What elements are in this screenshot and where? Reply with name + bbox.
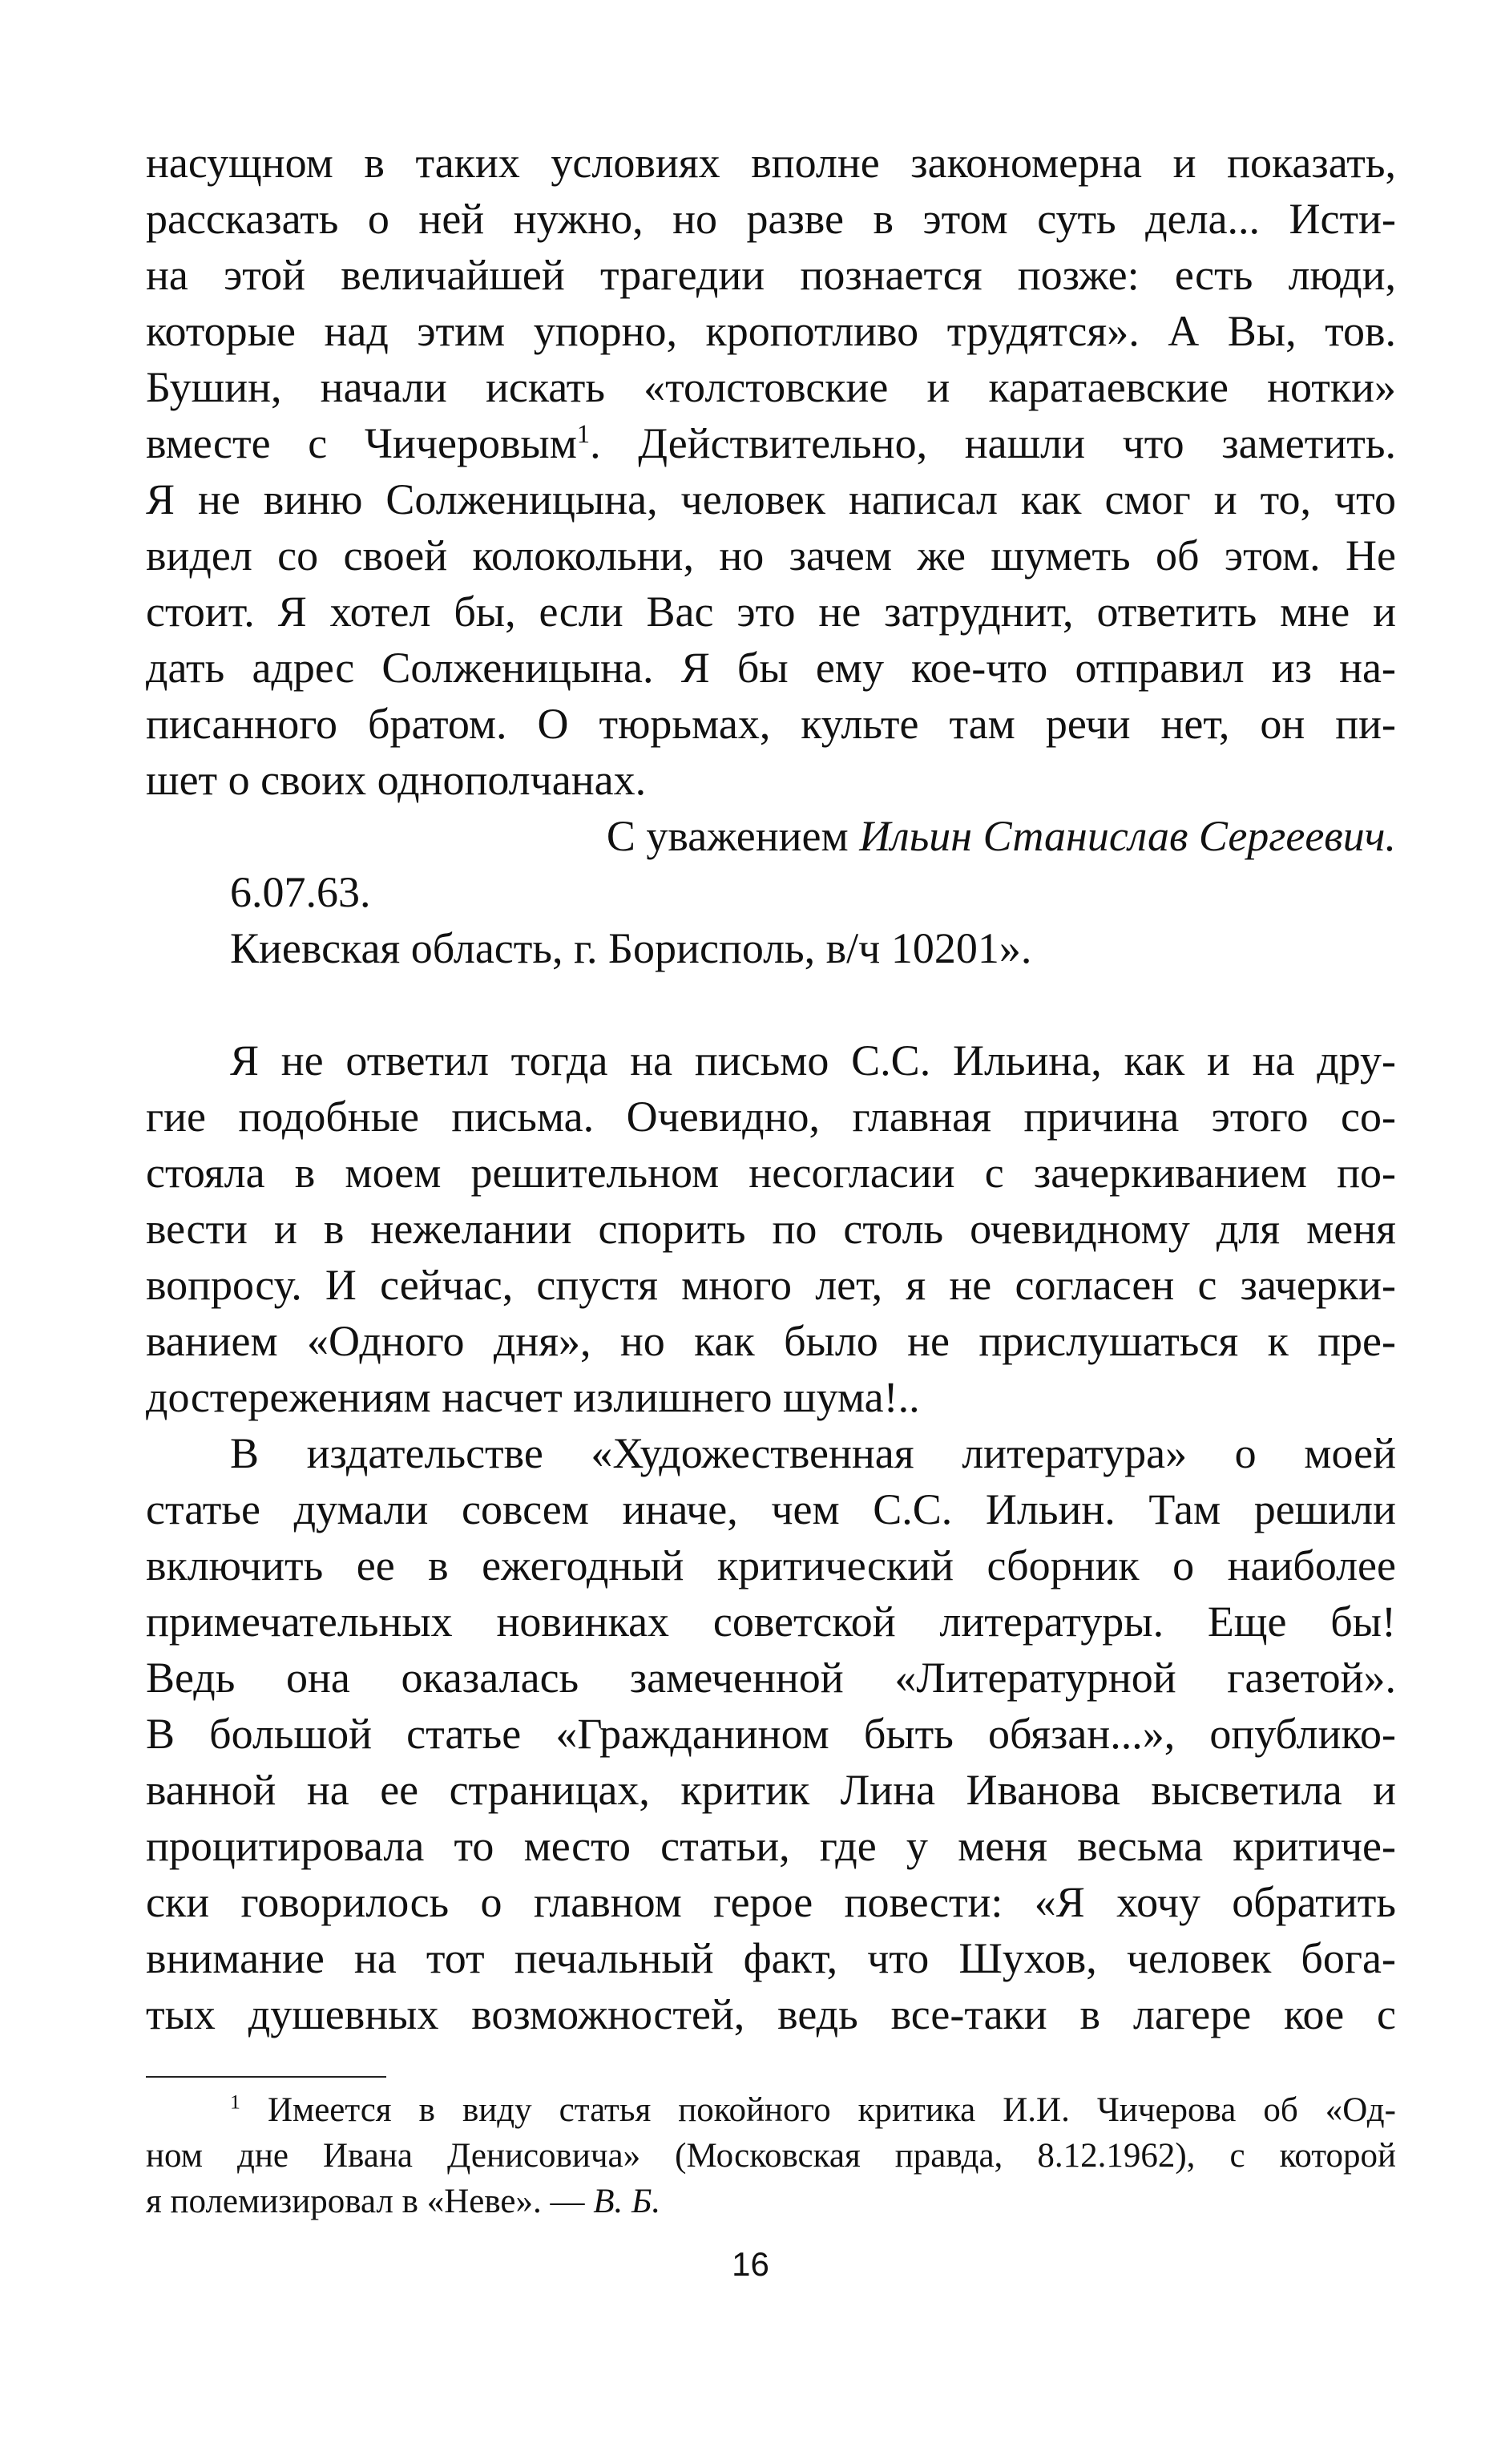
footnote-line (146, 2179, 1396, 2224)
text-line: гие подобные письма. Очевидно, главная причина этого со- (146, 1093, 1396, 1141)
text-line: вопросу. И сейчас, спустя много лет, я не согласен с зачерки- (146, 1261, 1396, 1309)
text-line: ванием «Одного дня», но как было не прислушаться к пре- (146, 1317, 1396, 1365)
signature-prefix: С уважением (606, 812, 860, 860)
signature-name: Ильин Станислав Сергеевич. (859, 812, 1396, 860)
text-line: ванной на ее страницах, критик Лина Иванова высветила и (146, 1766, 1396, 1814)
text-line: рассказать о ней нужно, но разве в этом суть дела... Исти- (146, 195, 1396, 243)
text-line-with-footnote (146, 415, 1396, 471)
footnote (146, 2087, 1396, 2224)
text-line: процитировала то место статьи, где у меня весьма критиче- (146, 1822, 1396, 1870)
text-line: которые над этим упорно, кропотливо трудятся». А Вы, тов. (146, 307, 1396, 355)
text-line: писанного братом. О тюрьмах, культе там речи нет, он пи- (146, 700, 1396, 748)
footnote-text: Имеется в виду статья покойного критика И.И. Чичерова об «Од- (240, 2091, 1396, 2129)
text-line: достережениям насчет излишнего шума!.. (146, 1373, 920, 1421)
footnote-text: я полемизировал в «Неве». — (146, 2183, 594, 2220)
body-paragraph (146, 1032, 1396, 1425)
text-line: видел со своей колокольни, но зачем же шуметь об этом. Не (146, 531, 1396, 580)
footnote-author: В. Б. (593, 2183, 661, 2220)
text-line: ски говорилось о главном герое повести: «Я хочу обратить (146, 1878, 1396, 1926)
body-paragraph (146, 1425, 1396, 2042)
text-line: В большой статье «Гражданином быть обязан...», опублико- (146, 1710, 1396, 1758)
text-line: тых душевных возможностей, ведь все-таки в лагере кое с (146, 1990, 1396, 2038)
text-line: включить ее в ежегодный критический сборник о наиболее (146, 1541, 1396, 1589)
text-line: Я не виню Солженицына, человек написал как смог и то, что (146, 475, 1396, 523)
footnote-line: ном дне Ивана Денисовича» (Московская правда, 8.12.1962), с которой (146, 2137, 1396, 2175)
letter-signature (146, 808, 1396, 864)
text-line: Ведь она оказалась замеченной «Литературной газетой». (146, 1654, 1396, 1702)
main-text (146, 135, 1396, 2042)
text-line: стояла в моем решительном несогласии с зачеркиванием по- (146, 1149, 1396, 1197)
paragraph-spacer (146, 976, 1396, 1032)
footnote-reference: 1 (576, 420, 591, 449)
text-line: В издательстве «Художественная литература» о моей (230, 1429, 1396, 1477)
text-line: вести и в нежелании спорить по столь очевидному для меня (146, 1205, 1396, 1253)
text-line: внимание на тот печальный факт, что Шухов, человек бога- (146, 1934, 1396, 1982)
letter-date: 6.07.63. (230, 868, 371, 916)
page-number: 16 (732, 2245, 769, 2283)
letter-paragraph (146, 135, 1396, 808)
text-line: статье думали совсем иначе, чем С.С. Ильин. Там решили (146, 1485, 1396, 1533)
text-line: стоит. Я хотел бы, если Вас это не затруднит, ответить мне и (146, 588, 1396, 636)
footnote-number: 1 (230, 2090, 240, 2114)
footnote-divider (146, 2076, 386, 2078)
text-line: Я не ответил тогда на письмо С.С. Ильина, как и на дру- (230, 1036, 1396, 1085)
text-fragment: . Действительно, нашли что заметить. (590, 419, 1396, 467)
text-line: примечательных новинках советской литературы. Еще бы! (146, 1598, 1396, 1646)
text-line: шет о своих однополчанах. (146, 756, 647, 804)
text-line: дать адрес Солженицына. Я бы ему кое-что отправил из на- (146, 644, 1396, 692)
text-line: насущном в таких условиях вполне закономерна и показать, (146, 139, 1396, 187)
text-fragment: вместе с Чичеровым (146, 419, 577, 467)
text-line: на этой величайшей трагедии познается позже: есть люди, (146, 251, 1396, 299)
letter-address: Киевская область, г. Борисполь, в/ч 10201». (230, 924, 1032, 972)
footnote-line (146, 2087, 1396, 2133)
text-line: Бушин, начали искать «толстовские и каратаевские нотки» (146, 363, 1396, 411)
